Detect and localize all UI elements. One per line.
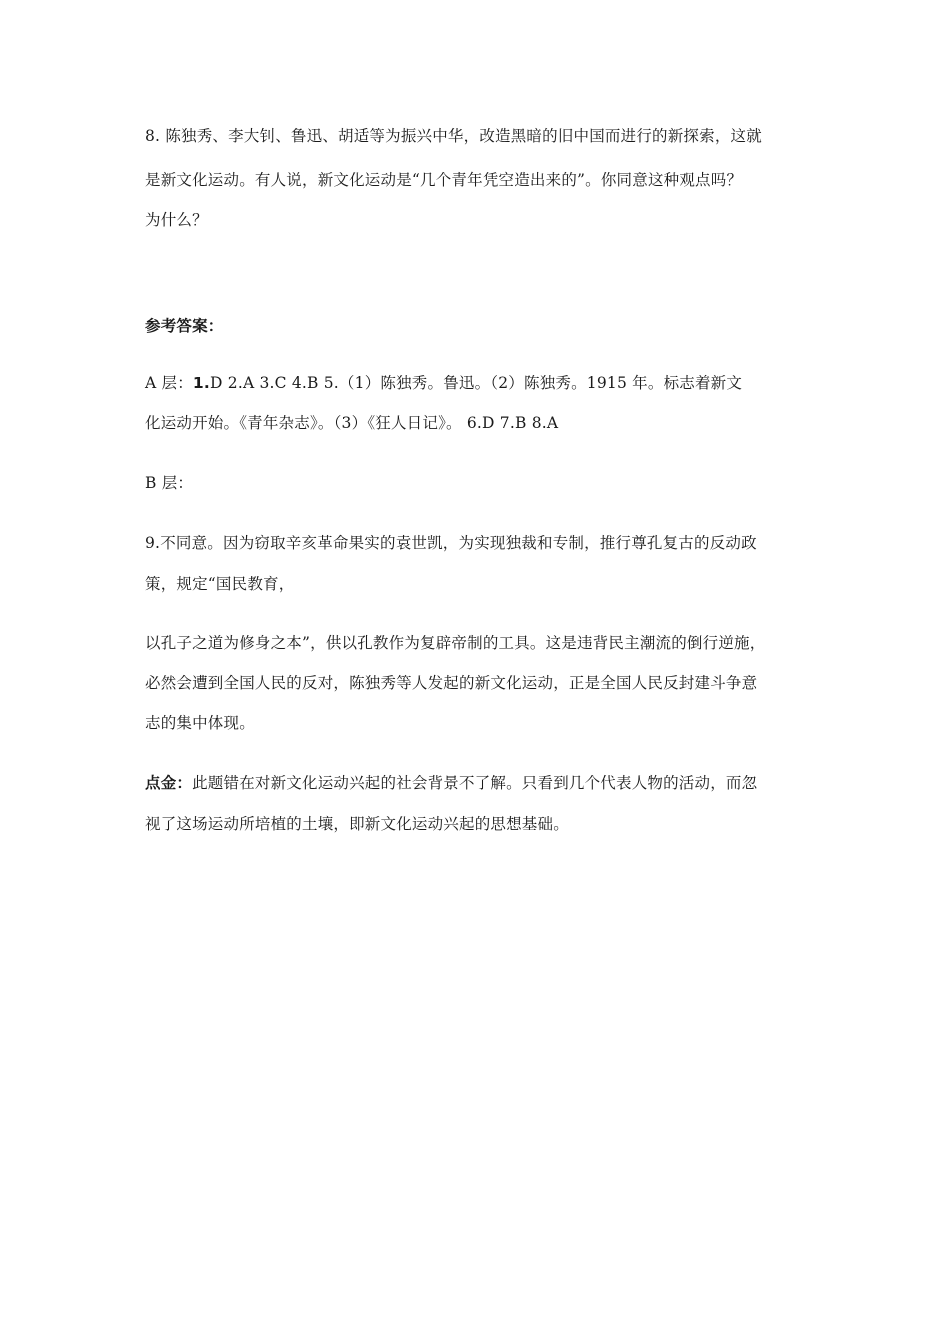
layer-b-label: B 层： [145, 474, 194, 492]
tip-line-1 [145, 773, 757, 793]
layer-a-line-1 [145, 373, 742, 393]
answer-9-line-2: 策，规定“国民教育， [145, 575, 295, 593]
answer-9-line-1: 9.不同意。因为窃取辛亥革命果实的袁世凯，为实现独裁和专制，推行尊孔复古的反动政 [145, 534, 757, 552]
layer-a-first-number: 1. [192, 374, 210, 392]
question-8-line-1: 8. 陈独秀、李大钊、鲁迅、胡适等为振兴中华，改造黑暗的旧中国而进行的新探索，这就 [145, 127, 762, 145]
layer-a-line-2: 化运动开始。《青年杂志》。（3）《狂人日记》。 6.D 7.B 8.A [145, 414, 559, 432]
answers-heading: 参考答案： [145, 317, 224, 335]
tip-text-part-1: 此题错在对新文化运动兴起的社会背景不了解。只看到几个代表人物的活动，而忽 [192, 774, 758, 792]
answer-9-line-3: 以孔子之道为修身之本”，供以孔教作为复辟帝制的工具。这是违背民主潮流的倒行逆施， [145, 634, 766, 652]
layer-a-answers-part-1: D 2.A 3.C 4.B 5.（1）陈独秀。鲁迅。（2）陈独秀。1915 年。标志着新文 [210, 374, 743, 392]
question-8-line-2: 是新文化运动。有人说，新文化运动是“几个青年凭空造出来的”。你同意这种观点吗？ [145, 171, 743, 189]
question-8-line-3: 为什么？ [145, 211, 208, 229]
tip-label: 点金： [145, 774, 193, 792]
answer-9-line-5: 志的集中体现。 [145, 714, 255, 732]
answer-9-line-4: 必然会遭到全国人民的反对，陈独秀等人发起的新文化运动，正是全国人民反封建斗争意 [145, 674, 758, 692]
tip-line-2: 视了这场运动所培植的土壤，即新文化运动兴起的思想基础。 [145, 815, 569, 833]
layer-a-label: A 层： [145, 374, 193, 392]
